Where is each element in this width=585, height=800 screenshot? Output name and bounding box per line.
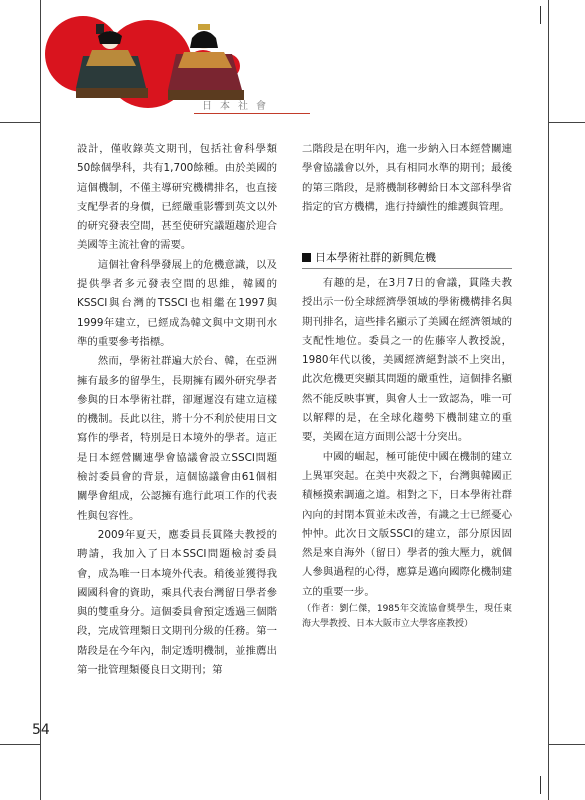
right-column-top — [302, 140, 512, 217]
square-bullet-icon — [302, 253, 311, 262]
paragraph: 2009年夏天，應委員長貫隆夫教授的聘請，我加入了日本SSCI問題檢討委員會，成為唯一日本境外代表。稍後並獲得我國國科會的資助，乘具代表台灣留日學者參與的雙重身分。這個委員會預定透過三個階段，完成管理類日文期刊分級的任務。第一階段是在今年內，制定透明機制，並推薦出第一批管理類優良日文期刊；第 — [77, 528, 277, 677]
left-column — [77, 140, 277, 680]
right-column — [302, 274, 512, 632]
author-note: （作者：劉仁傑，1985年交流協會獎學生，現任東海大學教授、日本大阪市立大學客座教授） — [302, 604, 512, 630]
bottom-frame-rule — [0, 744, 40, 745]
right-frame-line — [548, 0, 549, 800]
page-number: 54 — [32, 722, 50, 738]
header-rule — [194, 113, 310, 114]
paragraph: 這個社會科學發展上的危機意識，以及提供學者多元發表空間的思維，韓國的KSSCI與台灣的TSSCI也相繼在1997與1999年建立，已經成為韓文與中文期刊水準的重要參考指標。 — [77, 258, 277, 348]
crop-mark — [540, 6, 541, 24]
paragraph: 有趣的是，在3月7日的會議，貫隆夫教授出示一份全球經濟學領域的學術機構排名與期刊排名，這些排名顯示了美國在經濟領域的支配性地位。委員之一的佐藤宰人教授說，1980年代以後，美國經濟絕對談不上突出，此次危機更突顯其問題的嚴重性，這個排名顯然不能反映事實，與會人士一致認為，唯一可以解釋的是，在全球化趨勢下機制建立的重要，美國在這方面則公認十分突出。 — [302, 277, 512, 444]
section-label: 日本社會 — [202, 101, 274, 112]
left-frame-line — [40, 0, 41, 800]
top-frame-rule — [0, 122, 40, 123]
heading-underline — [302, 268, 512, 269]
paragraph: 設計，僅收錄英文期刊，包括社會科學類50餘個學科，共有1,700餘種。由於美國的這個機制，不僅主導研究機構排名，也直接支配學者的身價，已經嚴重影響到英文以外的研究發表空間，甚至使研究議題趨於迎合美國等主流社會的需要。 — [77, 143, 277, 252]
paragraph: 中國的崛起，極可能使中國在機制的建立上異軍突起。在美中夾殺之下，台灣與韓國正積極摸索調適之道。相對之下，日本學術社群內向的封閉本質並未改善，有識之士已經憂心忡忡。此次日文版SSCI的建立，部分原因固然是來自海外（留日）學者的強大壓力，就個人參與過程的心得，應算是邁向國際化機制建立的重要一步。 — [302, 450, 512, 598]
crop-mark — [540, 776, 541, 794]
section-heading — [302, 249, 512, 267]
section-title: 日本學術社群的新興危機 — [315, 251, 436, 264]
top-frame-rule-right — [548, 122, 585, 123]
paragraph: 然而，學術社群遍大於台、韓，在亞洲擁有最多的留學生，長期擁有國外研究學者參與的日本學術社群，卻遲遲沒有建立這樣的機制。長此以往，將十分不利於使用日文寫作的學者，特別是日本境外的學者。這正是日本經營關連學會協議會設立SSCI問題檢討委員會的背景，這個協議會由61個相關學會組成，公認擁有進行此項工作的代表性與包容性。 — [77, 355, 277, 522]
bottom-frame-rule-right — [548, 744, 585, 745]
paragraph: 二階段是在明年內，進一步納入日本經營關連學會協議會以外，具有相同水準的期刊；最後的第三階段，是將機制移轉給日本文部科學省指定的官方機構，進行持續性的維護與管理。 — [302, 143, 512, 213]
